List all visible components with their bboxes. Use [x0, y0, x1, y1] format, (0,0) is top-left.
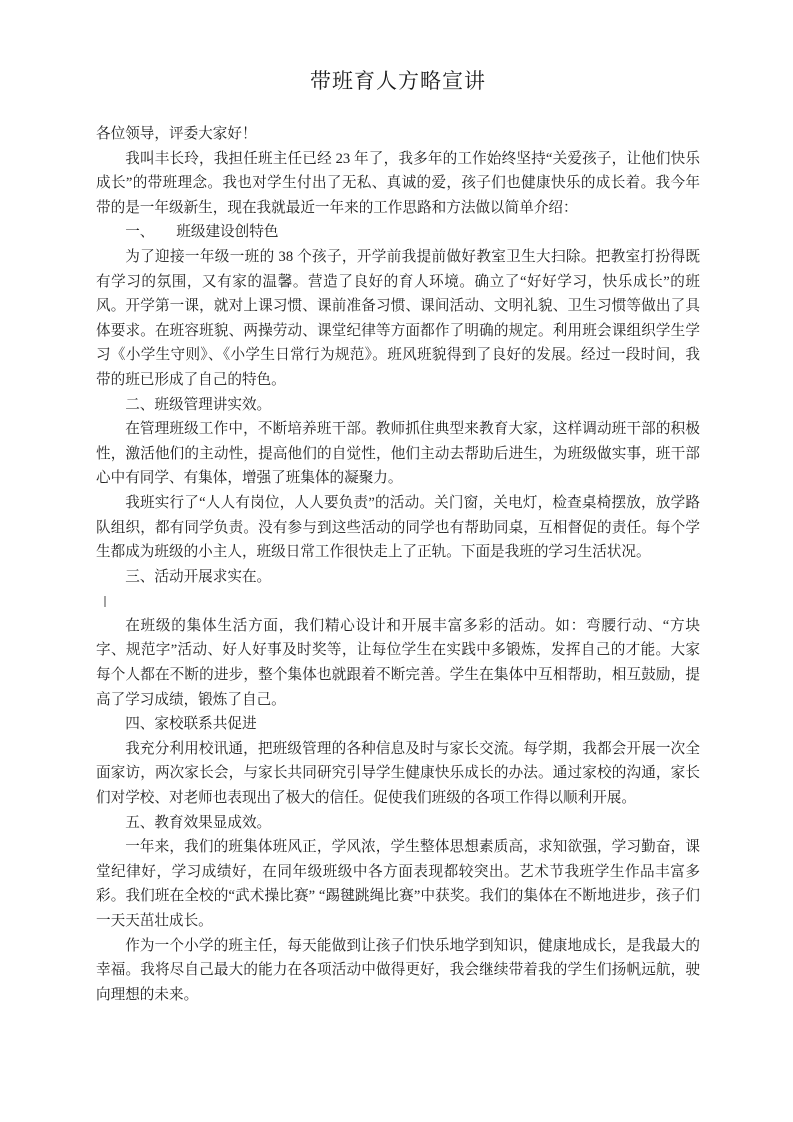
section-4-paragraph: 我充分利用校讯通，把班级管理的各种信息及时与家长交流。每学期，我都会开展一次全面家访，两次家长会，与家长共同研究引导学生健康快乐成长的办法。通过家校的沟通，家长们对学校、对老师也表现出了极大的信任。促使我们班级的各项工作得以顺利开展。	[96, 740, 700, 807]
text-caret	[104, 596, 106, 607]
section-4-heading: 四、家校联系共促进	[125, 716, 257, 733]
section-2-paragraph-b: 我班实行了“人人有岗位，人人要负责”的活动。关门窗，关电灯，检查桌椅摆放，放学路队组织，都有同学负责。没有参与到这些活动的同学也有帮助同桌，互相督促的责任。每个学生都成为班级的小主人，班级日常工作很快走上了正轨。下面是我班的学习生活状况。	[96, 494, 700, 561]
section-3-heading: 三、活动开展求实在。	[125, 568, 272, 585]
document-title: 带班育人方略宣讲	[310, 69, 486, 93]
section-1-heading: 一、 班级建设创特色	[125, 224, 279, 241]
section-5-paragraph: 一年来，我们的班集体班风正，学风浓，学生整体思想素质高，求知欲强，学习勤奋，课堂纪律好，学习成绩好，在同年级班级中各方面表现都较突出。艺术节我班学生作品丰富多彩。我们班在全校的“武术操比赛” “踢毽跳绳比赛”中获奖。我们的集体在不断地进步，孩子们一天天茁壮成长。	[96, 839, 700, 929]
section-5-heading: 五、教育效果显成效。	[125, 814, 272, 831]
empty-line	[96, 589, 700, 614]
section-2-paragraph-a: 在管理班级工作中，不断培养班干部。教师抓住典型来教育大家，这样调动班干部的积极性，激活他们的主动性，提高他们的自觉性，他们主动去帮助后进生，为班级做实事，班干部心中有同学、有集体，增强了班集体的凝聚力。	[96, 421, 700, 487]
section-2-heading: 二、班级管理讲实效。	[125, 396, 272, 413]
paragraph-greeting: 各位领导，评委大家好！	[96, 126, 257, 142]
paragraph-intro: 我叫丰长玲，我担任班主任已经 23 年了，我多年的工作始终坚持“关爱孩子，让他们快乐成长”的带班理念。我也对学生付出了无私、真诚的爱，孩子们也健康快乐的成长着。我今年带的是一年级新生，现在我就最近一年来的工作思路和方法做以简单介绍：	[96, 150, 700, 216]
paragraph-closing: 作为一个小学的班主任，每天能做到让孩子们快乐地学到知识，健康地成长，是我最大的幸福。我将尽自己最大的能力在各项活动中做得更好，我会继续带着我的学生们扬帆远航，驶向理想的未来。	[96, 937, 700, 1003]
section-1-paragraph: 为了迎接一年级一班的 38 个孩子，开学前我提前做好教室卫生大扫除。把教室打扮得既有学习的氛围，又有家的温馨。营造了良好的育人环境。确立了“好好学习，快乐成长”的班风。开学第一课，就对上课习惯、课前准备习惯、课间活动、文明礼貌、卫生习惯等做出了具体要求。在班容班貌、两操劳动、课堂纪律等方面都作了明确的规定。利用班会课组织学生学习《小学生守则》、《小学生日常行为规范》。班风班貌得到了良好的发展。经过一段时间，我带的班已形成了自己的特色。	[96, 248, 700, 388]
section-3-paragraph: 在班级的集体生活方面，我们精心设计和开展丰富多彩的活动。如：弯腰行动、“方块字、规范字”活动、好人好事及时奖等，让每位学生在实践中多锻炼，发挥自己的才能。大家每个人都在不断的进步，整个集体也就跟着不断完善。学生在集体中互相帮助，相互鼓励，提高了学习成绩，锻炼了自己。	[96, 617, 700, 708]
